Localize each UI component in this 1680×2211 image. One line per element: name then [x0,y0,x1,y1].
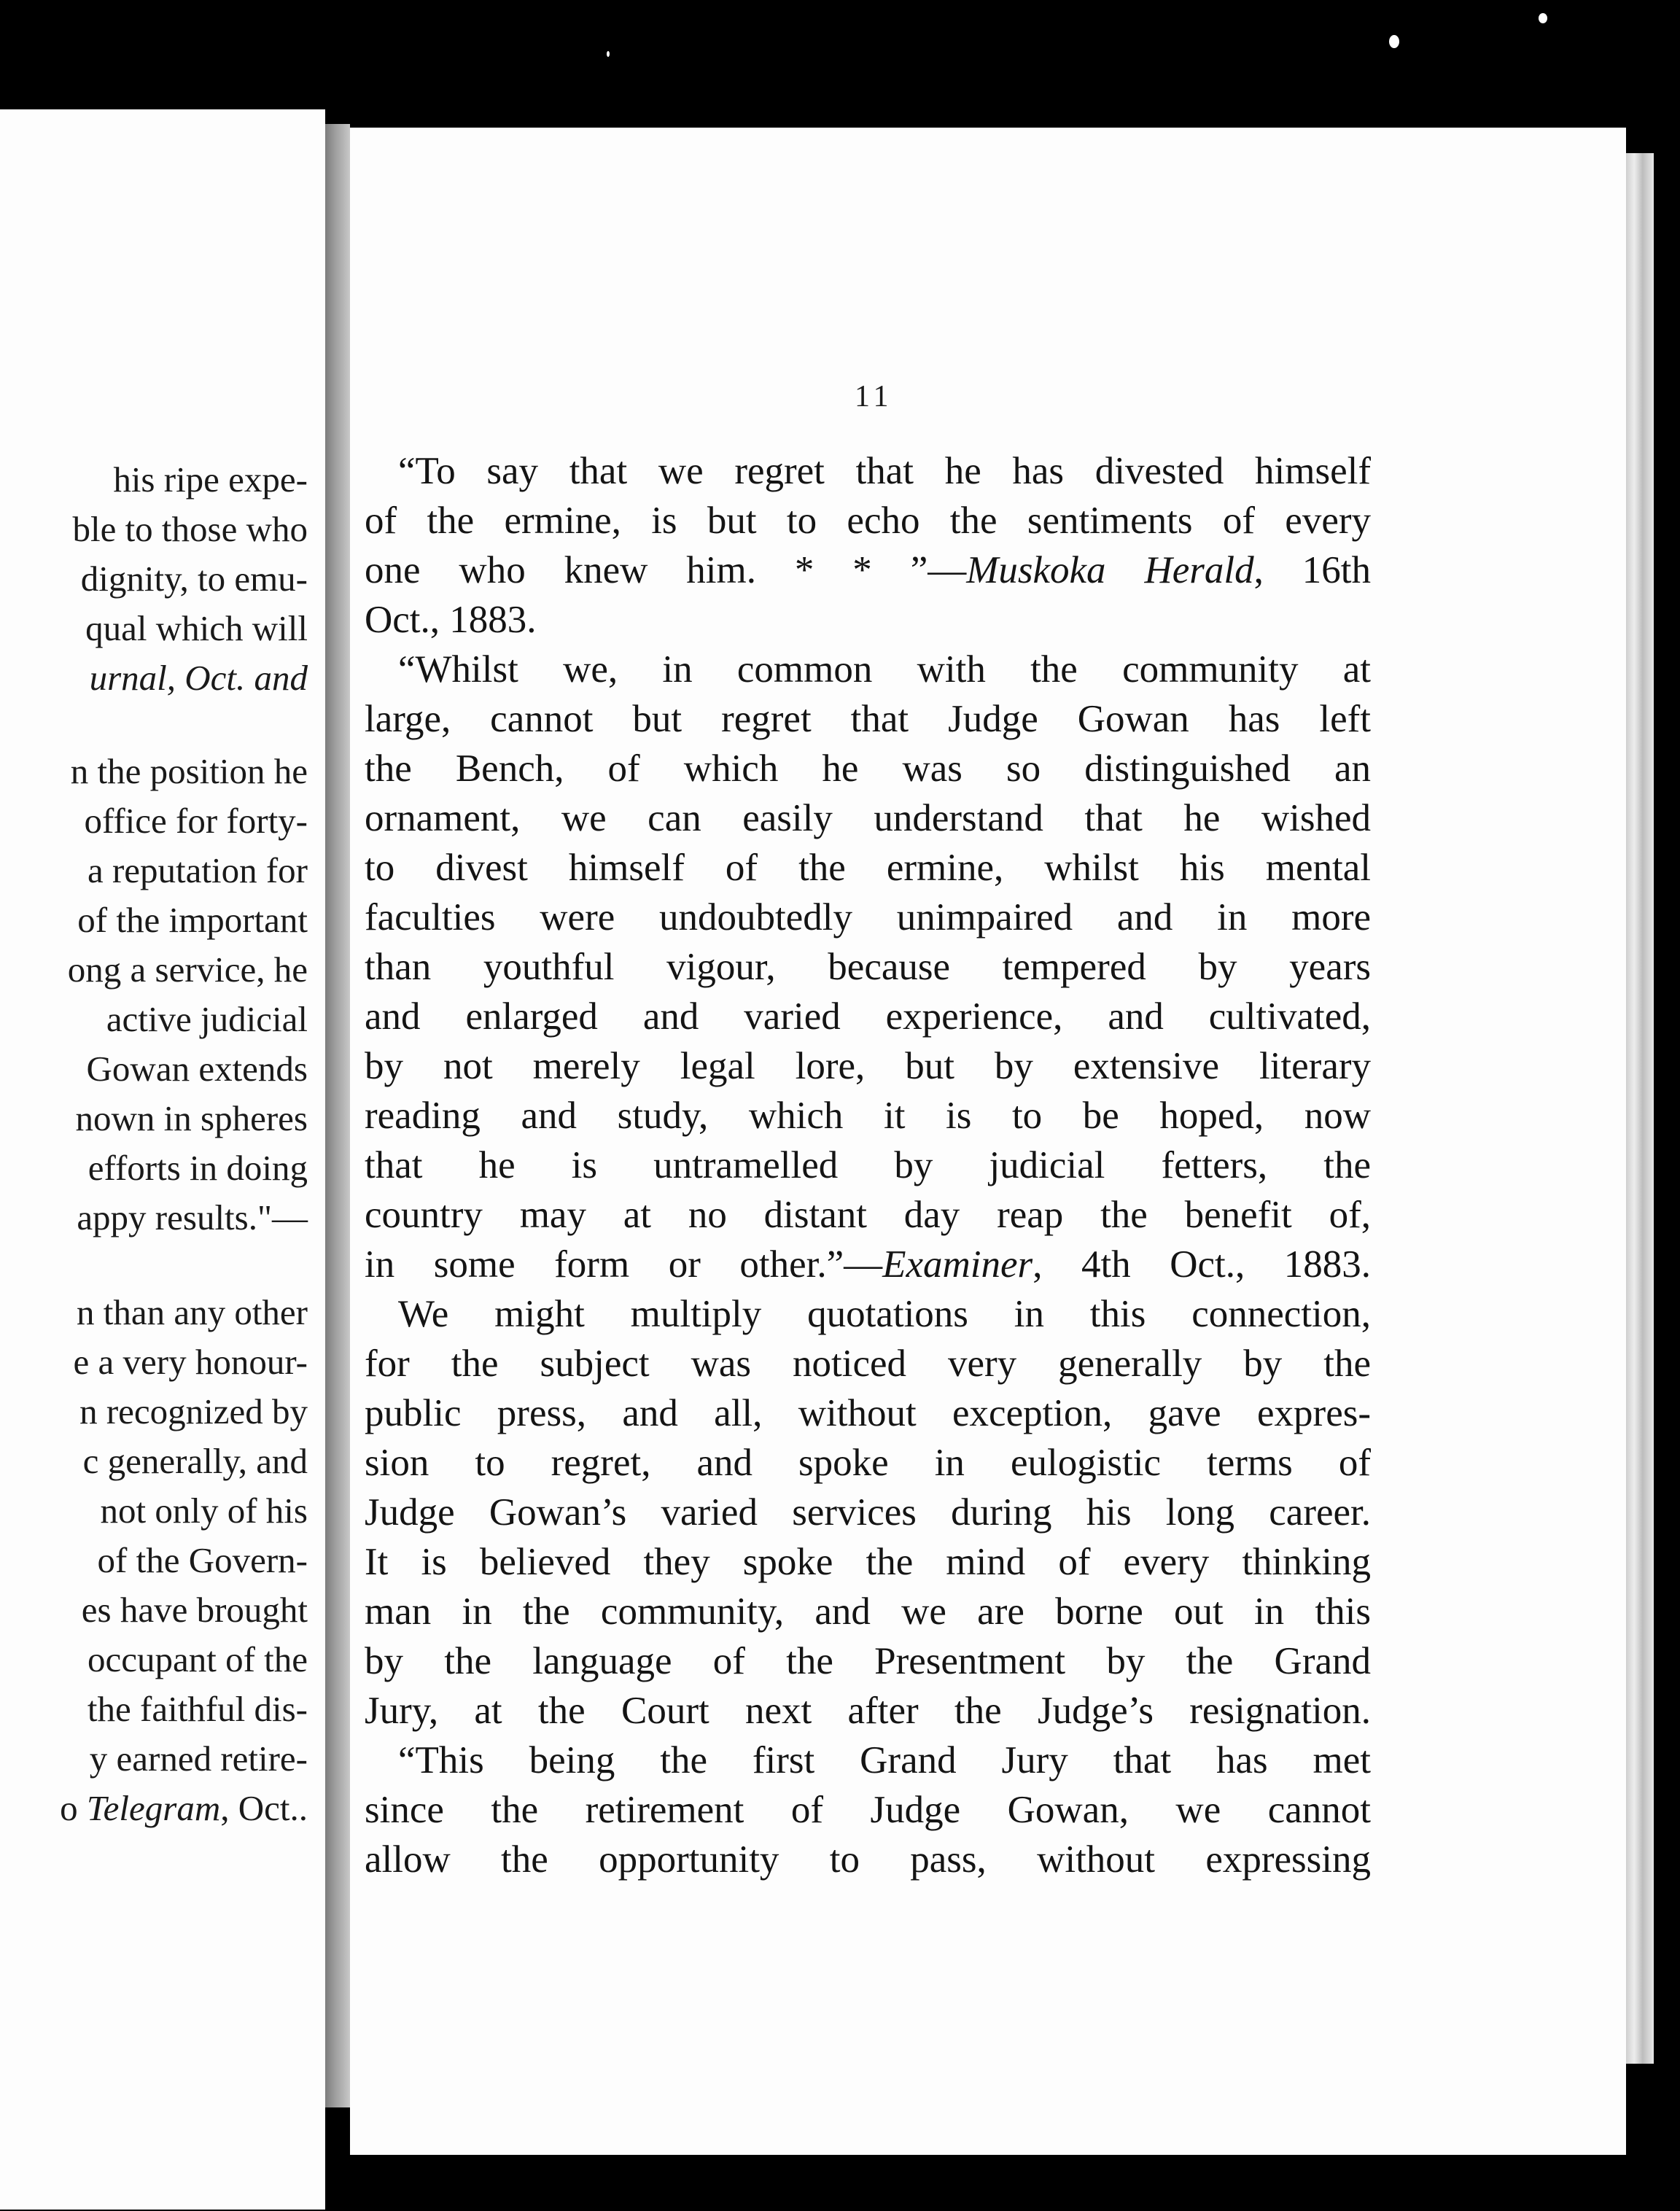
left-line: e a very honour- [73,1342,308,1382]
text-line: man in the community, and we are borne out in this [365,1590,1371,1633]
text-line: the Bench, of which he was so distinguished an [365,747,1371,790]
left-line: n the position he [70,751,308,791]
left-line: es have brought [81,1590,308,1630]
text-line: “This being the first Grand Jury that has met [398,1739,1371,1781]
text-line: We might multiply quotations in this connection, [398,1293,1371,1335]
text-line: ornament, we can easily understand that he wished [365,797,1371,839]
text-line: allow the opportunity to pass, without expressing [365,1838,1371,1881]
left-line: of the Govern- [97,1540,308,1580]
book-gutter [325,124,350,2107]
text-line: country may at no distant day reap the benefit of, [365,1194,1371,1236]
left-line: ong a service, he [67,949,308,990]
text-line: Jury, at the Court next after the Judge’s resignation. [365,1690,1371,1732]
left-line: occupant of the [87,1639,308,1679]
text-line: large, cannot but regret that Judge Gowan has left [365,698,1371,740]
text-line: Judge Gowan’s varied services during his long career. [365,1491,1371,1534]
text-line: by not merely legal lore, but by extensive literary [365,1045,1371,1087]
left-line: active judicial [106,999,308,1039]
scan-speck [1539,13,1547,23]
text-line: that he is untramelled by judicial fetters, the [365,1144,1371,1186]
text-line: by the language of the Presentment by the Grand [365,1640,1371,1682]
text-line: Oct., 1883. [365,599,537,641]
scan-speck [1389,35,1399,48]
left-line: not only of his [100,1491,308,1531]
left-line: office for forty- [84,801,308,841]
page-number: 11 [855,380,893,413]
left-facing-page [0,109,325,2210]
left-line: a reputation for [87,850,308,890]
left-line: efforts in doing [88,1148,308,1188]
text-line: “Whilst we, in common with the community at [398,648,1371,691]
text-line: for the subject was noticed very generally by the [365,1342,1371,1385]
text-line: of the ermine, is but to echo the sentiments of every [365,500,1371,542]
left-line: o Telegram, Oct.. [60,1788,308,1828]
text-line: since the retirement of Judge Gowan, we cannot [365,1789,1371,1831]
page-edge [1626,153,1654,2064]
text-line: public press, and all, without exception, gave expres- [365,1392,1371,1434]
text-line: sion to regret, and spoke in eulogistic terms of [365,1442,1371,1484]
left-line: the faithful dis- [87,1689,308,1729]
left-line: his ripe expe- [113,459,308,500]
left-line: dignity, to emu- [80,559,308,599]
text-line: and enlarged and varied experience, and cultivated, [365,995,1371,1038]
left-line: urnal, Oct. and [89,658,308,698]
left-line: n than any other [76,1292,308,1332]
scan-speck [607,51,610,57]
left-line: Gowan extends [86,1049,308,1089]
text-line: to divest himself of the ermine, whilst his mental [365,847,1371,889]
text-line: “To say that we regret that he has divested himself [398,450,1371,492]
left-line: nown in spheres [75,1098,308,1138]
text-line: than youthful vigour, because tempered by years [365,946,1371,988]
text-line: faculties were undoubtedly unimpaired and in more [365,896,1371,939]
text-line: one who knew him. * * ”—Muskoka Herald, 16th [365,549,1371,591]
left-line: of the important [77,900,308,940]
left-line: n recognized by [79,1391,308,1431]
left-line: appy results."— [77,1197,308,1237]
left-line: ble to those who [72,509,308,549]
text-line: in some form or other.”—Examiner, 4th Oct., 1883. [365,1243,1372,1286]
text-line: reading and study, which it is to be hoped, now [365,1095,1371,1137]
left-line: c generally, and [82,1441,308,1481]
left-line: qual which will [85,608,308,648]
left-line: y earned retire- [89,1738,308,1779]
text-line: It is believed they spoke the mind of every thinking [365,1541,1371,1583]
